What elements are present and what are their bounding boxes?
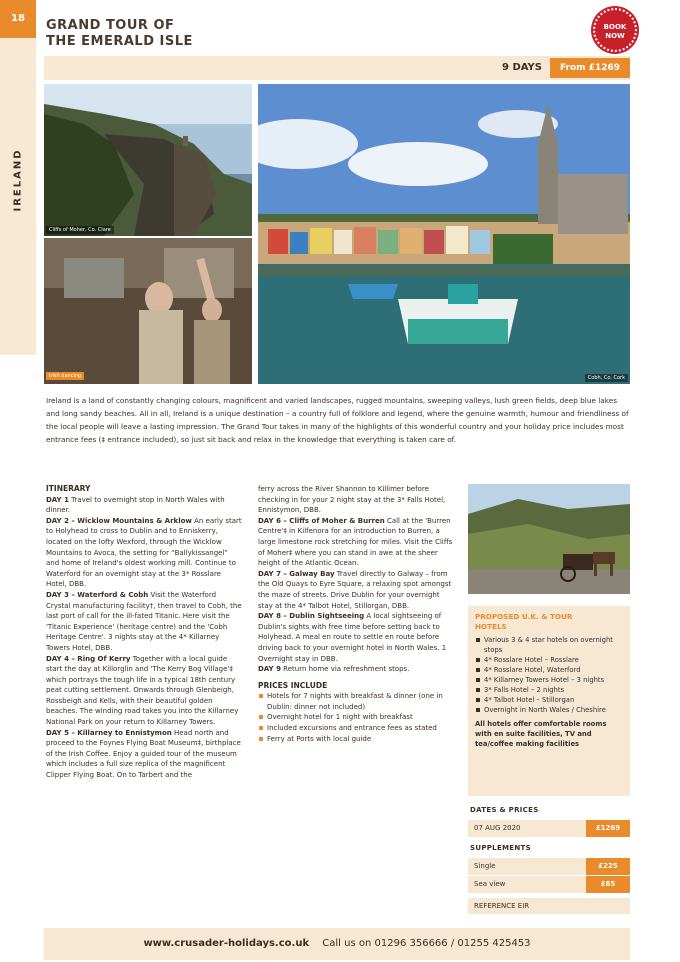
show-image (44, 238, 252, 384)
hotels-list (475, 635, 623, 715)
cliffs-caption: Cliffs of Moher, Co. Clare (46, 226, 114, 234)
supplement-seaview-row (468, 876, 630, 893)
page-number: 18 (0, 0, 36, 38)
show-photo (44, 238, 252, 384)
date-price: £1269 (586, 820, 630, 837)
supplement-single-row (468, 858, 630, 875)
hotels-heading: PROPOSED U.K. & TOUR HOTELS (475, 612, 573, 631)
book-now-line-1: BOOK (603, 23, 627, 31)
list-item: Hotels for 7 nights with breakfast & dinner (one in Dublin: dinner not included) (258, 691, 454, 712)
itinerary-column-1 (46, 484, 242, 781)
hotels-note: All hotels offer comfortable rooms with en suite facilities, TV and tea/coffee making facilities (475, 720, 607, 748)
itinerary-day: DAY 1 Travel to overnight stop in North Wales with dinner. (46, 495, 225, 515)
supplement-price: £225 (586, 858, 630, 875)
list-item: 3* Falls Hotel – 2 nights (475, 685, 623, 695)
duration: 9 DAYS (502, 62, 542, 73)
itinerary-day: ferry across the River Shannon to Killimer before checking in for your 2 night stay at the 3* Falls Hotel, Ennistymon, DBB. (258, 485, 446, 515)
itinerary-day: DAY 8 – Dublin Sightseeing A local sightseeing of Dublin's sights with free time before setting back to Holyhead. A meal en route to settle en route before driving back to your overnight hotel in North Wales. 1 Overnight stay in DBB. (258, 612, 447, 663)
cobh-image (258, 84, 630, 384)
supplement-label: Single (474, 862, 496, 870)
region-label: IRELAND (12, 148, 24, 212)
itinerary-day: DAY 6 – Cliffs of Moher & Burren Call at the 'Burren Centre'‡ in Kilfenora for an introduction to Burren, a large limestone rock stretching for miles. Visit the Cliffs of Moher‡ where you can stand in awe at the sheer height of the Atlantic Ocean. (258, 516, 453, 568)
list-item: Ferry at Ports with local guide (258, 734, 454, 745)
itinerary-day: DAY 2 – Wicklow Mountains & Arklow An early start to Holyhead to cross to Dublin and to Enniskerry, located on the lofty Wexford, through the Wicklow Mountains to Avoca, the setting for “Ballykissangel” and home of Ireland's oldest working mill. Continue to Waterford for an overnight stay at the 3* Rosslare Hotel, DBB. (46, 516, 242, 589)
itinerary-day: DAY 9 Return home via refreshment stops. (258, 665, 410, 674)
itinerary-heading: ITINERARY (46, 484, 91, 493)
book-now-badge[interactable] (593, 8, 637, 52)
prices-include-heading: PRICES INCLUDE (258, 680, 328, 690)
list-item: Included excursions and entrance fees as stated (258, 723, 454, 734)
date-row (468, 820, 630, 837)
footer-website[interactable]: www.crusader-holidays.co.uk (143, 938, 310, 949)
itinerary-day: DAY 7 – Galway Bay Travel directly to Galway – from the Old Quays to Eyre Square, a relaxing spot amongst the maze of streets. Drive Dublin for your overnight stay at the 4* Talbot Hotel, Stillorgan, DBB. (258, 569, 452, 610)
cobh-photo (258, 84, 630, 384)
list-item: 4* Rosslare Hotel, Waterford (475, 665, 623, 675)
itinerary-column-2 (258, 484, 454, 744)
cliffs-image (44, 84, 252, 236)
jaunting-car-image (468, 484, 630, 594)
dates-heading: DATES & PRICES (470, 806, 539, 814)
page-title (46, 18, 193, 50)
footer (44, 928, 630, 960)
list-item: Overnight in North Wales / Cheshire (475, 705, 623, 715)
itinerary-day: DAY 4 – Ring Of Kerry Together with a local guide start the day at Killorglin and 'The Kerry Bog Village'‡ which portrays the tough life in a typical 18th century peat cutting settlement. Onwards through Glenbeigh, Rossbeigh and Kells, with their beautiful golden beaches. The winding road takes you into the Killarney National Park on your return to Killarney Towers. (46, 654, 239, 727)
itinerary-day: DAY 5 – Killarney to Ennistymon Head north and proceed to the Foynes Flying Boat Museum‡, birthplace of the Irish Coffee. Enjoy a guided tour of the museum which includes a full size replica of the magnificent Clipper Flying Boat. On to Tarbert and the (46, 728, 241, 780)
title-line-2: THE EMERALD ISLE (46, 34, 193, 49)
supplements-heading: SUPPLEMENTS (470, 844, 531, 852)
supplement-label: Sea view (474, 880, 506, 888)
supplement-price: £65 (586, 876, 630, 893)
cobh-caption: Cobh, Co. Cork (585, 374, 628, 382)
list-item: 4* Talbot Hotel – Stillorgan (475, 695, 623, 705)
jaunting-car-photo (468, 484, 630, 594)
hotels-panel (468, 606, 630, 796)
show-caption: Irish dancing (46, 372, 84, 380)
list-item: 4* Rosslare Hotel – Rosslare (475, 655, 623, 665)
reference: REFERENCE EIR (468, 898, 630, 914)
itinerary-day: DAY 3 – Waterford & Cobh Visit the Waterford Crystal manufacturing facility†, then travel to Cobh, the last port of call for the ill-fated Titanic. Here visit the 'Titanic Experience' (heritage centre) and the 'Cobh Heritage Centre'. 3 nights stay at the 4* Killarney Towers Hotel, DBB. (46, 590, 242, 652)
date-value: 07 AUG 2020 (474, 824, 521, 832)
list-item: Various 3 & 4 star hotels on overnight stops (475, 635, 623, 655)
title-line-1: GRAND TOUR OF (46, 18, 175, 33)
prices-include-list (258, 691, 454, 744)
duration-band (44, 56, 630, 80)
footer-phone: Call us on 01296 356666 / 01255 425453 (322, 938, 531, 949)
price-badge: From £1269 (550, 58, 630, 78)
intro-paragraph: Ireland is a land of constantly changing colours, magnificent and varied landscapes, rugged mountains, sweeping valleys, lush green fields, deep blue lakes and long sandy beaches. All in all, Ireland is a unique destination – a country full of folklore and legend, where the genuine warmth, humour and friendliness of the local people will leave a lasting impression. The Grand Tour takes in many of the highlights of this wonderful country and your holiday price includes most entrance fees (‡ entrance included), so just sit back and relax in the knowledge that everything is taken care of. (46, 396, 629, 444)
cliffs-photo (44, 84, 252, 236)
list-item: 4* Killarney Towers Hotel – 3 nights (475, 675, 623, 685)
book-now-line-2: NOW (605, 32, 625, 40)
list-item: Overnight hotel for 1 night with breakfast (258, 712, 454, 723)
